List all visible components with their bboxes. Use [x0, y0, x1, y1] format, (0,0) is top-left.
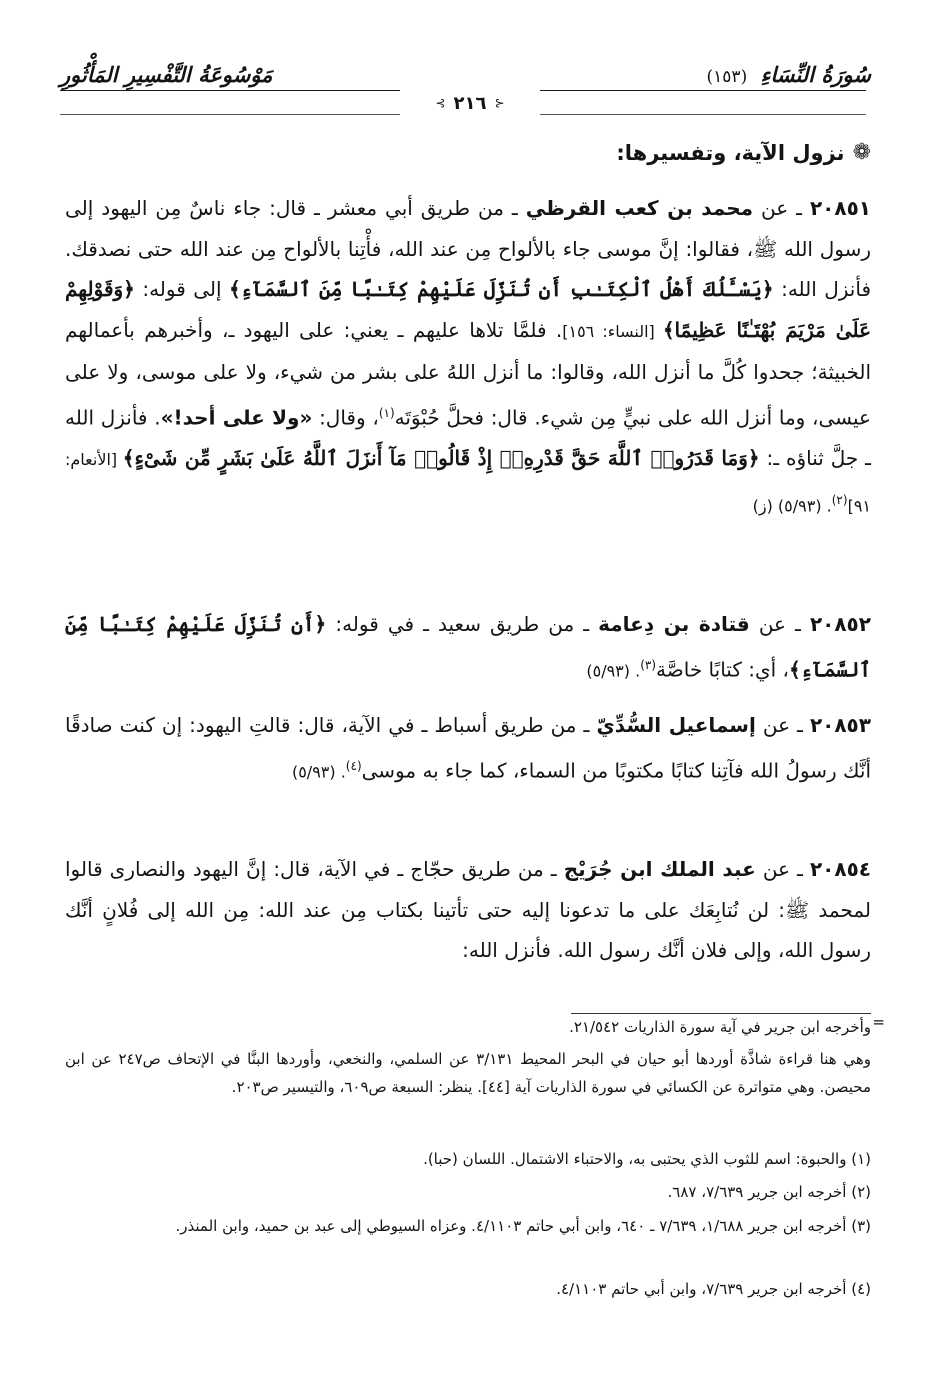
narration-number: ٢٠٨٥٤ [809, 857, 871, 881]
page-number-block [400, 90, 540, 116]
narration-number: ٢٠٨٥٢ [809, 612, 871, 636]
narrator-name: إسماعيل السُّدِّيّ [596, 713, 756, 737]
narration-sep: ـ عن [749, 612, 810, 636]
narration-20851 [65, 188, 871, 527]
quoted-speech: «ولا على أحد!» [160, 405, 313, 430]
footnote-marker: (٢) [831, 493, 848, 508]
source-reference: . (٥/٩٣) [291, 762, 346, 782]
verse-reference: [النساء: ١٥٦] [562, 321, 663, 341]
footnote-2: (٢) أخرجه ابن جرير ٧/٦٣٩، ٦٨٧. [667, 1183, 871, 1201]
footnote-marker: (٤) [345, 758, 362, 773]
footnote-3: (٣) أخرجه ابن جرير ١/٦٨٨، ٧/٦٣٩ ـ ٦٤٠، وابن أبي حاتم ٤/١١٠٣. وعزاه السيوطي إلى عبد بن حميد، وابن المنذر. [175, 1217, 871, 1235]
narration-sep: ـ عن [755, 857, 810, 881]
narration-20852 [65, 604, 871, 692]
narration-20854 [65, 849, 871, 971]
narration-text: ـ من طريق سعيد ـ في قوله: [326, 612, 599, 636]
narration-number: ٢٠٨٥٣ [809, 713, 871, 737]
ornament-right-icon: ⊰ [494, 96, 505, 110]
page-number: ٢١٦ [453, 92, 487, 114]
ayah-range: (١٥٣) [706, 67, 748, 87]
narration-text: ـ من طريق حجّاج ـ في الآية، قال: إنَّ اليهود والنصارى قالوا لمحمد ﷺ: لن نُتابِعَك على ما تدعونا إليه حتى تأتينا بكتاب مِن عند الله: مِن الله إلى فُلانٍ أنَّك رسول الله، وإلى فلان أنَّك رسول الله. فأنزل الله: [65, 857, 871, 962]
narration-text: . فلمَّا تلاها عليهم ـ يعني: على اليهود ـ، وأخبرهم بأعمالهم الخبيثة؛ جحدوا كُلَّ ما أنزل الله، وقالوا: ما أنزل اللهُ على بشر من شيء، ولا على موسى، ولا على عيسى، وما أنزل الله على نبيٍّ مِن شيء. قال: فحلَّ حُبْوَتَه [65, 317, 871, 430]
quran-verse: ﴿وَقَوْلِهِمْ عَلَىٰ مَرْيَمَ بُهْتَـٰنًا عَظِيمًا﴾ [65, 277, 872, 342]
surah-name: سُورَةُ النِّسَاءِ [760, 62, 871, 87]
running-header-surah [707, 62, 871, 87]
narration-number: ٢٠٨٥١ [809, 196, 871, 220]
footnote-continuation-mark: = [872, 1013, 885, 1031]
running-header-book-title: مَوْسُوعَةُ التَّفْسِيرِ المَأْثُورِ [60, 62, 273, 87]
narration-text: إلى قوله: [134, 277, 229, 301]
narrator-name: قتادة بن دِعامة [598, 612, 750, 636]
verse-reference: [الأنعام: ٩١] [65, 449, 871, 516]
quran-verse: ﴿وَمَا قَدَرُوا۟ ٱللَّهَ حَقَّ قَدْرِهِۦٓ إِذْ قَالُوا۟ مَآ أَنزَلَ ٱللَّهُ عَلَىٰ بَشَرٍ مِّن شَىْءٍ﴾ [122, 445, 760, 470]
narration-sep: ـ عن [753, 196, 810, 220]
narrator-name: محمد بن كعب القرظي [525, 196, 754, 220]
ornament-left-icon: ⊱ [435, 96, 446, 110]
narration-text: ـ من طريق أسباط ـ في الآية، قال: قالتِ اليهود: إن كنت صادقًا أنَّك رسولُ الله فآتِنا كتابًا مكتوبًا من السماء، كما جاء به موسى [65, 713, 871, 783]
narration-text: ـ من طريق أبي معشر ـ قال: جاء ناسٌ مِن اليهود إلى رسول الله ﷺ، فقالوا: إنَّ موسى جاء بالألواح مِن عند الله، فأْتِنا بالألواح مِن عند الله حتى نصدقك. فأنزل الله: [65, 196, 872, 301]
quran-verse: ﴿يَسْـَٔلُكَ أَهْلُ ٱلْكِتَـٰبِ أَن تُنَزِّلَ عَلَيْهِمْ كِتَـٰبًا مِّنَ ٱلسَّمَآءِ﴾ [228, 277, 774, 301]
narration-text: . فأنزل الله ـ جلَّ ثناؤه ـ: [65, 405, 871, 470]
narrator-name: عبد الملك ابن جُرَيْج [563, 857, 756, 881]
narration-sep: ـ عن [755, 713, 810, 737]
footnote-marker: (٣) [640, 657, 657, 672]
source-reference: . (٥/٩٣) (ز) [752, 496, 832, 516]
footnote-marker: (١) [378, 405, 395, 420]
footnote-1: (١) والحبوة: اسم للثوب الذي يحتبى به، والاحتباء الاشتمال. اللسان (حبا). [423, 1150, 871, 1168]
quran-verse: ﴿أَن تُنَزِّلَ عَلَيْهِمْ كِتَـٰبًا مِّنَ ٱلسَّمَآءِ﴾ [65, 612, 871, 682]
flower-icon: ❁ [852, 140, 871, 165]
footnote-continuation: وهي هنا قراءة شاذَّة أوردها أبو حيان في البحر المحيط ٣/١٣١ عن السلمي، والنخعي، وأوردها البنَّا في الإتحاف ص٢٤٧ عن ابن محيصن. وهي متواترة عن الكسائي في سورة الذاريات آية [٤٤]. ينظر: السبعة ص٦٠٩، والتيسير ص٢٠٣. [65, 1050, 871, 1096]
section-title-text: نزول الآية، وتفسيرها: [616, 140, 845, 165]
narration-20853 [65, 705, 871, 793]
section-heading [616, 140, 871, 165]
narration-text: ، أي: كتابًا خاصَّة [656, 657, 789, 682]
source-reference: . (٥/٩٣) [586, 661, 641, 681]
footnote-continuation: وأخرجه ابن جرير في آية سورة الذاريات ٢١/٥٤٢. [569, 1018, 871, 1036]
footnote-4: (٤) أخرجه ابن جرير ٧/٦٣٩، وابن أبي حاتم ٤/١١٠٣. [556, 1280, 871, 1298]
narration-text: ، وقال: [312, 405, 379, 430]
